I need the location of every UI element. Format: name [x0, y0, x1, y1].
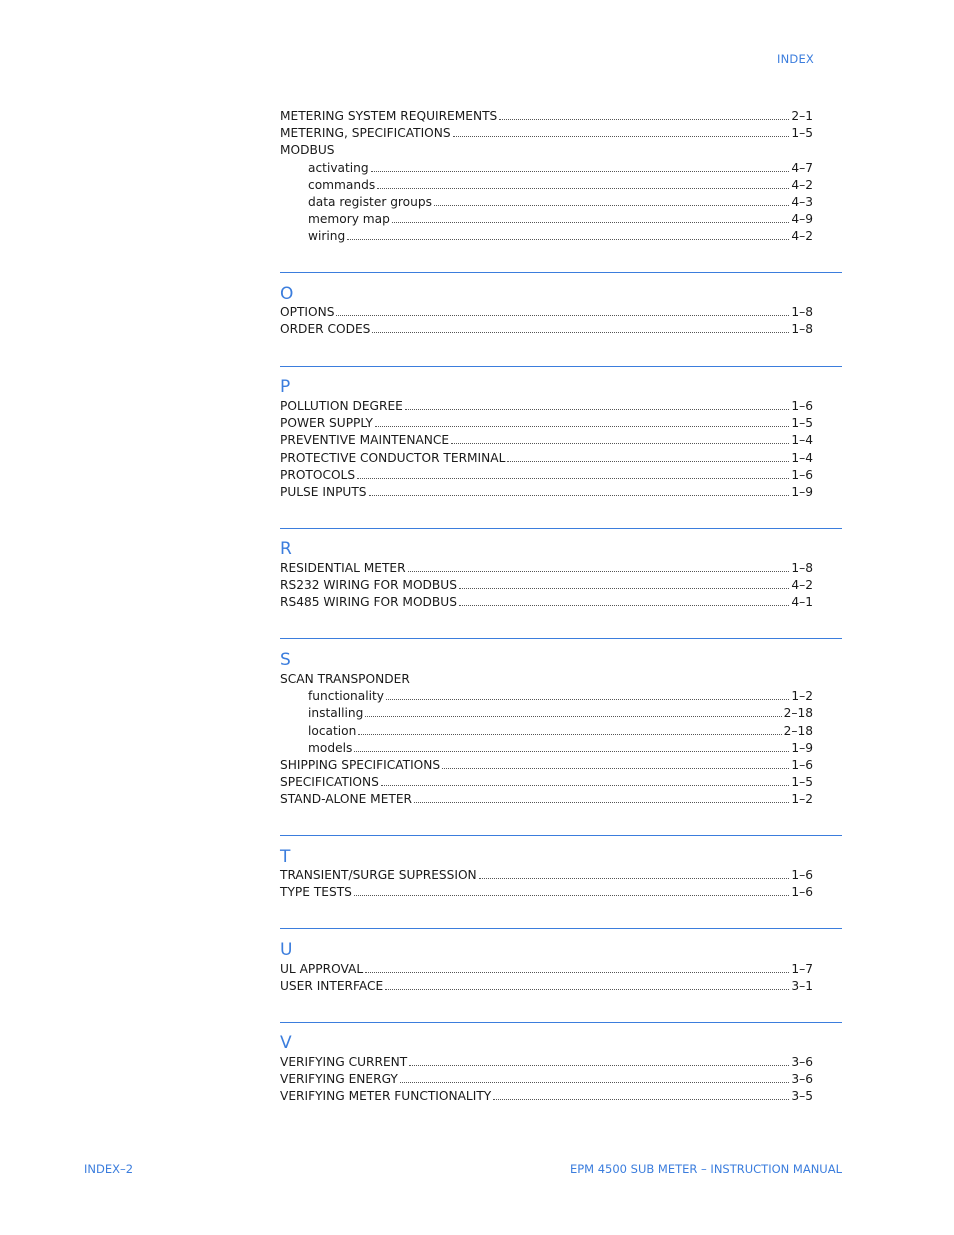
dot-leader [354, 751, 789, 752]
index-page-ref: 1–2 [791, 689, 813, 704]
index-list-o [280, 304, 813, 338]
index-entry [280, 671, 813, 688]
index-page-ref: 1–9 [791, 740, 813, 755]
index-page-ref: 1–6 [791, 467, 813, 482]
dot-leader [336, 315, 789, 316]
dot-leader [357, 478, 789, 479]
index-page-ref: 4–2 [791, 229, 813, 244]
index-term: SHIPPING SPECIFICATIONS [280, 757, 441, 772]
index-subentry [280, 177, 813, 194]
index-term: commands [308, 177, 376, 192]
section-letter-r: R [280, 539, 292, 559]
dot-leader [377, 188, 789, 189]
index-term: PULSE INPUTS [280, 484, 367, 499]
index-page-ref: 1–2 [791, 792, 813, 807]
index-subentry [280, 688, 813, 705]
dot-leader [453, 136, 790, 137]
index-subentry [280, 723, 813, 740]
index-entry [280, 774, 813, 791]
index-entry [280, 450, 813, 467]
dot-leader [365, 716, 781, 717]
index-page-ref: 1–5 [791, 775, 813, 790]
index-term: MODBUS [280, 143, 335, 158]
index-page-ref: 1–8 [791, 305, 813, 319]
index-page-ref: 1–8 [791, 561, 813, 575]
index-term: VERIFYING METER FUNCTIONALITY [280, 1089, 492, 1104]
index-page-ref: 1–6 [791, 399, 813, 413]
section-divider-u [280, 928, 842, 929]
index-term: STAND-ALONE METER [280, 792, 413, 807]
footer-manual-title: EPM 4500 SUB METER – INSTRUCTION MANUAL [569, 1162, 842, 1176]
index-entry [280, 142, 813, 159]
section-divider-t [280, 835, 842, 836]
dot-leader [358, 734, 781, 735]
index-page-ref: 1–6 [791, 885, 813, 900]
section-divider-o [280, 272, 842, 273]
index-list-t [280, 867, 813, 901]
dot-leader [385, 989, 789, 990]
index-page-ref: 1–8 [791, 322, 813, 337]
dot-leader [479, 878, 790, 879]
index-list-v [280, 1054, 813, 1106]
index-page-ref: 1–5 [791, 416, 813, 431]
section-divider-p [280, 366, 842, 367]
index-list-u [280, 961, 813, 995]
index-page-ref: 4–3 [791, 194, 813, 209]
section-letter-u: U [280, 940, 293, 960]
index-entry [280, 577, 813, 594]
index-term: activating [308, 160, 369, 175]
dot-leader [507, 461, 789, 462]
index-list-p [280, 398, 813, 501]
index-term: installing [308, 706, 364, 721]
index-term: POLLUTION DEGREE [280, 399, 403, 413]
index-entry [280, 961, 813, 978]
index-term: ORDER CODES [280, 322, 371, 337]
dot-leader [392, 222, 790, 223]
index-list-r [280, 560, 813, 612]
index-page-ref: 1–5 [791, 126, 813, 141]
index-subentry [280, 211, 813, 228]
index-term: RESIDENTIAL METER [280, 561, 406, 575]
section-letter-s: S [280, 650, 291, 670]
index-entry [280, 791, 813, 808]
dot-leader [375, 426, 789, 427]
index-subentry [280, 740, 813, 757]
index-entry [280, 594, 813, 611]
section-divider-s [280, 638, 842, 639]
index-term: PROTECTIVE CONDUCTOR TERMINAL [280, 450, 506, 465]
index-page-ref: 1–6 [791, 868, 813, 882]
index-page-ref: 4–2 [791, 578, 813, 593]
dot-leader [459, 588, 789, 589]
index-page-ref: 4–9 [791, 212, 813, 227]
index-entry [280, 884, 813, 901]
index-entry [280, 1088, 813, 1105]
dot-leader [442, 768, 789, 769]
index-term: RS485 WIRING FOR MODBUS [280, 595, 457, 610]
section-letter-v: V [280, 1033, 292, 1053]
index-entry [280, 398, 813, 415]
index-term: VERIFYING ENERGY [280, 1072, 398, 1087]
index-term: memory map [308, 212, 390, 227]
index-entry [280, 125, 813, 142]
index-entry [280, 321, 813, 338]
section-divider-r [280, 528, 842, 529]
index-entry [280, 1054, 813, 1071]
index-entry [280, 415, 813, 432]
section-divider-v [280, 1022, 842, 1023]
index-page-ref: 1–9 [791, 484, 813, 499]
index-term: functionality [308, 689, 385, 704]
section-letter-o: O [280, 284, 294, 304]
dot-leader [347, 239, 789, 240]
index-page-ref: 1–7 [791, 962, 813, 976]
index-page-ref: 2–18 [783, 723, 813, 738]
index-page-ref: 3–5 [791, 1089, 813, 1104]
dot-leader [408, 571, 790, 572]
index-list-continued [280, 108, 813, 246]
index-term: PROTOCOLS [280, 467, 356, 482]
index-entry [280, 757, 813, 774]
index-page-ref: 3–6 [791, 1072, 813, 1087]
section-letter-p: P [280, 377, 291, 397]
dot-leader [354, 895, 790, 896]
index-page-ref: 2–1 [791, 109, 813, 123]
index-term: UL APPROVAL [280, 962, 364, 976]
index-term: POWER SUPPLY [280, 416, 374, 431]
index-entry [280, 304, 813, 321]
section-letter-t: T [280, 847, 291, 867]
index-entry [280, 484, 813, 501]
index-page-ref: 4–2 [791, 177, 813, 192]
running-header: INDEX [777, 52, 814, 66]
dot-leader [405, 409, 790, 410]
dot-leader [372, 332, 789, 333]
index-page-ref: 2–18 [783, 706, 813, 721]
index-term: USER INTERFACE [280, 979, 384, 994]
index-list-s [280, 671, 813, 809]
index-term: OPTIONS [280, 305, 335, 319]
index-term: VERIFYING CURRENT [280, 1055, 408, 1069]
index-term: wiring [308, 229, 346, 244]
index-term: TRANSIENT/SURGE SUPRESSION [280, 868, 477, 882]
index-term: METERING SYSTEM REQUIREMENTS [280, 109, 498, 123]
dot-leader [499, 119, 789, 120]
index-subentry [280, 228, 813, 245]
index-page-ref: 3–1 [791, 979, 813, 994]
index-page-ref: 4–7 [791, 160, 813, 175]
dot-leader [381, 785, 790, 786]
dot-leader [365, 972, 789, 973]
index-entry [280, 467, 813, 484]
dot-leader [414, 802, 789, 803]
dot-leader [451, 443, 789, 444]
dot-leader [409, 1065, 789, 1066]
dot-leader [386, 699, 789, 700]
index-page-ref: 4–1 [791, 595, 813, 610]
index-term: SCAN TRANSPONDER [280, 672, 410, 686]
index-term: RS232 WIRING FOR MODBUS [280, 578, 457, 593]
index-term: data register groups [308, 194, 432, 209]
index-term: models [308, 740, 353, 755]
index-term: TYPE TESTS [280, 885, 352, 900]
index-entry [280, 560, 813, 577]
index-subentry [280, 705, 813, 722]
index-page-ref: 3–6 [791, 1055, 813, 1069]
index-page-ref: 1–4 [791, 450, 813, 465]
index-page-ref: 1–6 [791, 757, 813, 772]
index-subentry [280, 160, 813, 177]
dot-leader [493, 1099, 789, 1100]
index-entry [280, 1071, 813, 1088]
index-entry [280, 978, 813, 995]
index-entry [280, 432, 813, 449]
dot-leader [371, 171, 790, 172]
dot-leader [369, 495, 790, 496]
index-entry [280, 108, 813, 125]
index-term: PREVENTIVE MAINTENANCE [280, 433, 450, 448]
index-term: METERING, SPECIFICATIONS [280, 126, 451, 141]
dot-leader [400, 1082, 790, 1083]
dot-leader [434, 205, 789, 206]
index-page-ref: 1–4 [791, 433, 813, 448]
footer-page-number: INDEX–2 [84, 1162, 134, 1176]
index-entry [280, 867, 813, 884]
index-subentry [280, 194, 813, 211]
index-term: location [308, 723, 357, 738]
index-term: SPECIFICATIONS [280, 775, 379, 790]
dot-leader [459, 605, 789, 606]
